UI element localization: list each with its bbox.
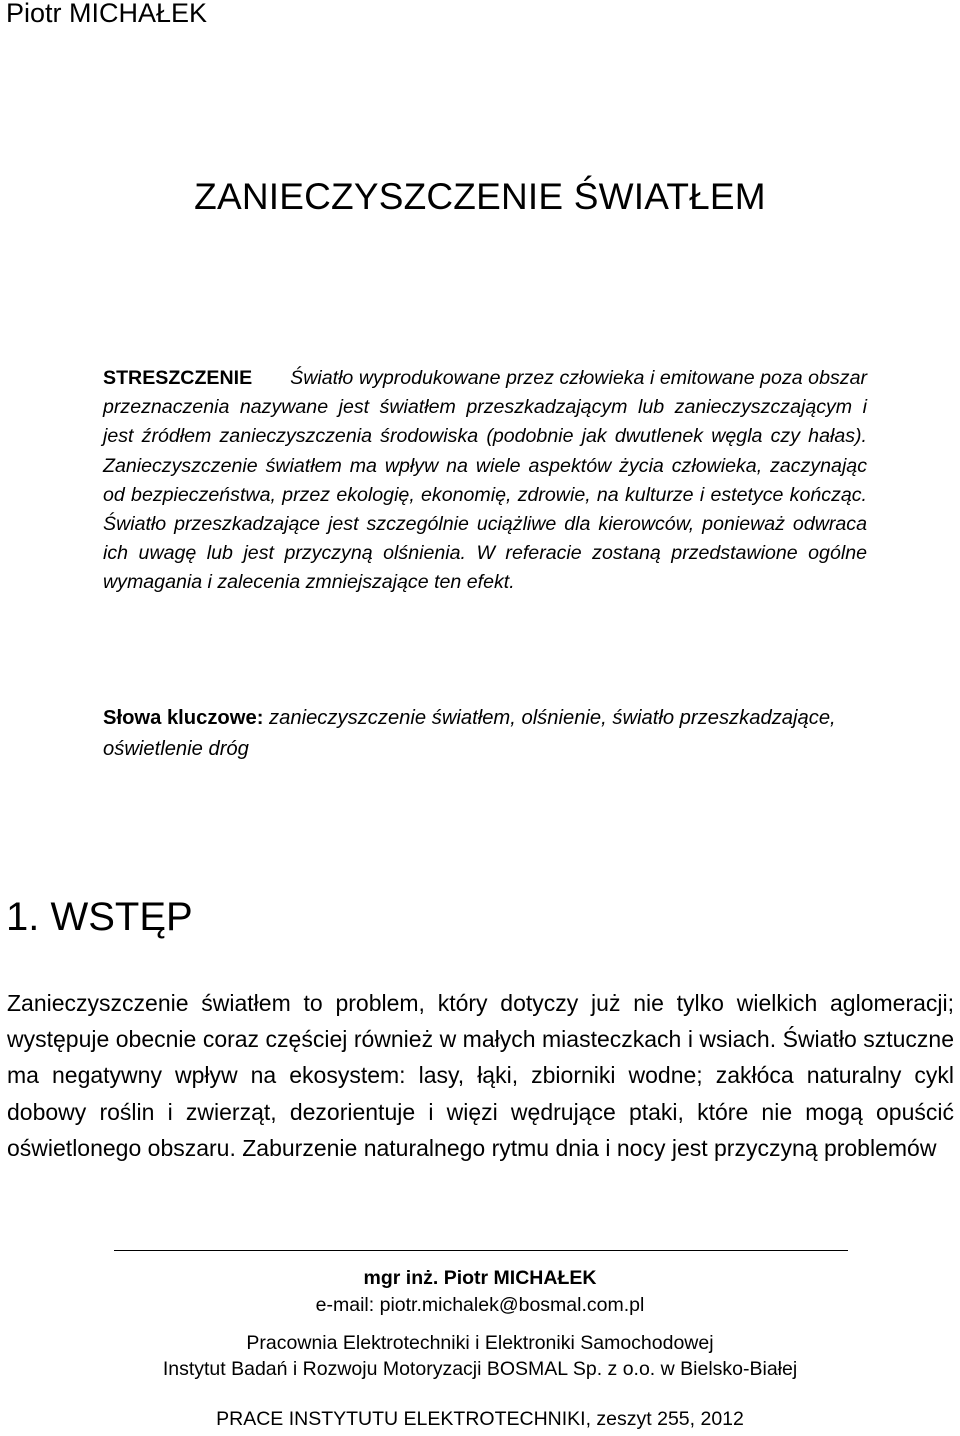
abstract — [103, 364, 867, 598]
paper-title: ZANIECZYSZCZENIE ŚWIATŁEM — [194, 176, 766, 217]
running-header-author: Piotr MICHAŁEK — [6, 0, 208, 28]
footnote-divider — [114, 1250, 848, 1251]
section-heading: 1. WSTĘP — [6, 895, 193, 939]
keywords-label: Słowa kluczowe: — [103, 707, 264, 729]
footnote-institute: Instytut Badań i Rozwoju Motoryzacji BOSMAL Sp. z o.o. w Bielsko-Białej — [162, 1358, 798, 1380]
section-body-text: Zanieczyszczenie światłem to problem, który dotyczy już nie tylko wielkich aglomeracji; występuje obecnie coraz częściej również w małych miasteczkach i wsiach. Światło sztuczne ma negatywny wpływ na ekosystem: lasy, łąki, zbiorniki wodne; zakłóca naturalny cykl dobowy roślin i zwierząt, dezorientuje i więzi wędrujące ptaki, które nie mogą opuścić oświetlonego obszaru. Zaburzenie naturalnego rytmu dnia i nocy jest przyczyną problemów — [7, 990, 954, 1161]
footnote-journal: PRACE INSTYTUTU ELEKTROTECHNIKI, zeszyt 255, 2012 — [216, 1408, 744, 1430]
keywords-text: zanieczyszczenie światłem, olśnienie, światło przeszkadzające, oświetlenie dróg — [103, 707, 836, 760]
abstract-text: Światło wyprodukowane przez człowieka i emitowane poza obszar przeznaczenia nazywane jest światłem przeszkadzającym lub zanieczyszczającym i jest źródłem zanieczyszczenia środowiska (podobnie jak dwutlenek węgla czy hałas). Zanieczyszczenie światłem ma wpływ na wiele aspektów życia człowieka, zaczynając od bezpieczeństwa, przez ekologię, ekonomię, zdrowie, na kulturze i estetyce kończąc. Światło przeszkadzające jest szczególnie uciążliwe dla kierowców, ponieważ odwraca ich uwagę lub jest przyczyną olśnienia. W referacie zostaną przedstawione ogólne wymagania i zalecenia zmniejszające ten efekt. — [103, 367, 867, 594]
footnote-department: Pracownia Elektrotechniki i Elektroniki Samochodowej — [246, 1332, 714, 1354]
keywords — [103, 703, 867, 765]
footnote-author-name: mgr inż. Piotr MICHAŁEK — [363, 1267, 597, 1289]
footnote-email: e-mail: piotr.michalek@bosmal.com.pl — [315, 1294, 645, 1316]
abstract-label: STRESZCZENIE — [103, 367, 253, 389]
